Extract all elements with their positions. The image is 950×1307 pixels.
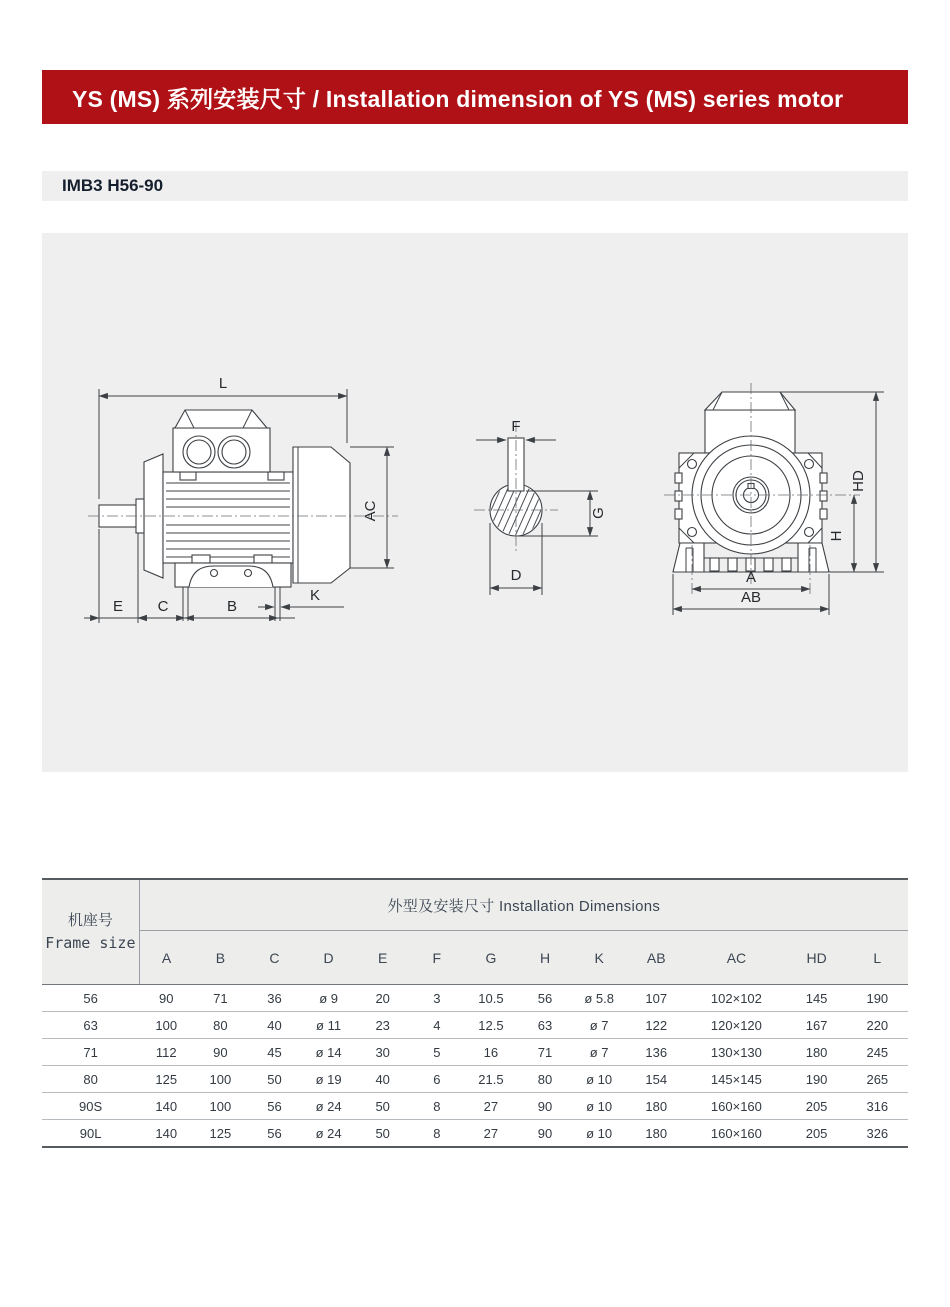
table-cell: ø 9 xyxy=(302,985,356,1012)
table-cell: 136 xyxy=(626,1039,686,1066)
dim-label-G: G xyxy=(590,507,607,519)
frame-size-cell: 56 xyxy=(42,985,139,1012)
table-cell: 50 xyxy=(356,1093,410,1120)
front-foot-right xyxy=(798,543,829,572)
col-header-AB: AB xyxy=(626,931,686,985)
column-header-row xyxy=(42,931,908,985)
frame-size-cell: 90L xyxy=(79,1125,102,1141)
table-cell: 56 xyxy=(267,1125,282,1141)
table-row xyxy=(42,1066,908,1093)
col-header-L: L xyxy=(847,931,908,985)
table-cell: 6 xyxy=(410,1066,464,1093)
table-cell: 71 xyxy=(518,1039,572,1066)
col-header-C: C xyxy=(247,931,301,985)
dimensions-table xyxy=(42,878,908,1148)
table-cell: 180 xyxy=(626,1093,686,1120)
table-cell: 3 xyxy=(410,985,464,1012)
table-row xyxy=(42,1039,908,1066)
table-row xyxy=(42,1120,908,1148)
table-cell: 100 xyxy=(193,1066,247,1093)
dim-label-C: C xyxy=(157,598,169,615)
front-foot-left xyxy=(673,543,704,572)
table-cell: 160×160 xyxy=(686,1093,786,1120)
dim-label-F: F xyxy=(511,418,521,435)
table-cell: ø 19 xyxy=(302,1066,356,1093)
dim-label-AC: AC xyxy=(362,500,379,522)
table-cell: 90 xyxy=(193,1039,247,1066)
table-cell: 220 xyxy=(847,1012,908,1039)
table-cell: 56 xyxy=(247,1093,301,1120)
motor-dimension-diagram xyxy=(42,233,908,772)
table-cell: 23 xyxy=(356,1012,410,1039)
col-header-HD: HD xyxy=(787,931,847,985)
table-row xyxy=(42,1093,908,1120)
table-cell: 27 xyxy=(464,1093,518,1120)
table-cell: 45 xyxy=(247,1039,301,1066)
dim-label-L: L xyxy=(218,375,228,392)
table-row xyxy=(42,1012,908,1039)
table-cell: 107 xyxy=(626,985,686,1012)
table-cell: 4 xyxy=(410,1012,464,1039)
col-header-F: F xyxy=(410,931,464,985)
table-cell: 265 xyxy=(847,1066,908,1093)
table-cell: 12.5 xyxy=(464,1012,518,1039)
table-cell: 154 xyxy=(626,1066,686,1093)
table-cell: 8 xyxy=(433,1125,441,1141)
table-cell: 20 xyxy=(356,985,410,1012)
table-cell: 80 xyxy=(518,1066,572,1093)
group-header: 外型及安装尺寸 Installation Dimensions xyxy=(139,879,908,931)
fan-cover xyxy=(293,447,350,583)
table-cell: 50 xyxy=(375,1125,390,1141)
table-cell: ø 7 xyxy=(572,1012,626,1039)
shaft-section-view xyxy=(474,418,607,595)
table-cell: 100 xyxy=(193,1093,247,1120)
table-cell: 130×130 xyxy=(686,1039,786,1066)
dim-label-H: H xyxy=(828,530,845,542)
table-cell: 40 xyxy=(247,1012,301,1039)
dim-label-HD: HD xyxy=(850,470,867,492)
dim-label-B: B xyxy=(226,598,238,615)
table-cell: ø 14 xyxy=(302,1039,356,1066)
side-view xyxy=(84,375,398,623)
table-cell: 21.5 xyxy=(464,1066,518,1093)
table-cell: 112 xyxy=(139,1039,193,1066)
table-body xyxy=(42,985,908,1148)
frame-size-cell: 71 xyxy=(42,1039,139,1066)
table-cell: 145 xyxy=(787,985,847,1012)
frame-size-header-en: Frame size xyxy=(45,934,136,952)
table-cell: ø 5.8 xyxy=(572,985,626,1012)
cable-gland xyxy=(183,436,215,468)
table-cell: 205 xyxy=(787,1093,847,1120)
table-row xyxy=(42,985,908,1012)
frame-size-cell: 80 xyxy=(42,1066,139,1093)
table-cell: 120×120 xyxy=(686,1012,786,1039)
table-cell: 90 xyxy=(537,1125,553,1141)
col-header-AC: AC xyxy=(686,931,786,985)
col-header-D: D xyxy=(302,931,356,985)
page-title-banner xyxy=(42,70,908,124)
table-cell: ø 10 xyxy=(586,1125,613,1141)
table-cell: 326 xyxy=(866,1125,889,1141)
frame-size-header xyxy=(42,879,139,985)
table-cell: 30 xyxy=(356,1039,410,1066)
table-cell: 63 xyxy=(518,1012,572,1039)
table-cell: 100 xyxy=(139,1012,193,1039)
table-cell: 125 xyxy=(139,1066,193,1093)
table-cell: 16 xyxy=(464,1039,518,1066)
table-cell: 102×102 xyxy=(686,985,786,1012)
table-cell: 36 xyxy=(247,985,301,1012)
col-header-K: K xyxy=(572,931,626,985)
table-cell: 140 xyxy=(155,1125,178,1141)
front-view xyxy=(664,383,884,615)
table-cell: ø 10 xyxy=(572,1066,626,1093)
col-header-E: E xyxy=(356,931,410,985)
table-cell: 180 xyxy=(645,1125,668,1141)
table-cell: 90 xyxy=(518,1093,572,1120)
table-cell: 90 xyxy=(139,985,193,1012)
frame-size-cell: 63 xyxy=(42,1012,139,1039)
table-cell: ø 24 xyxy=(302,1093,356,1120)
table-cell: 40 xyxy=(356,1066,410,1093)
table-cell: ø 10 xyxy=(572,1093,626,1120)
table-cell: 50 xyxy=(247,1066,301,1093)
cable-gland xyxy=(218,436,250,468)
table-cell: 180 xyxy=(787,1039,847,1066)
table-cell: 316 xyxy=(847,1093,908,1120)
dim-label-A: A xyxy=(745,569,757,586)
dim-label-E: E xyxy=(112,598,124,615)
frame-size-cell: 90S xyxy=(42,1093,139,1120)
table-cell: 122 xyxy=(626,1012,686,1039)
table-cell: 245 xyxy=(847,1039,908,1066)
table-cell: 190 xyxy=(787,1066,847,1093)
table-cell: 205 xyxy=(805,1125,828,1141)
table-cell: 27 xyxy=(483,1125,499,1141)
col-header-G: G xyxy=(464,931,518,985)
table-cell: ø 7 xyxy=(572,1039,626,1066)
table-cell: 80 xyxy=(193,1012,247,1039)
page-title: YS (MS) 系列安装尺寸 / Installation dimension of YS (MS) series motor xyxy=(72,85,844,112)
table-cell: 190 xyxy=(847,985,908,1012)
col-header-B: B xyxy=(193,931,247,985)
table-cell: 145×145 xyxy=(686,1066,786,1093)
dim-label-K: K xyxy=(309,587,321,604)
table-cell: 10.5 xyxy=(464,985,518,1012)
table-cell: 167 xyxy=(787,1012,847,1039)
dim-label-D: D xyxy=(510,567,522,584)
frame-size-header-zh: 机座号 xyxy=(67,911,113,929)
table-cell: ø 11 xyxy=(302,1012,356,1039)
table-cell: 71 xyxy=(193,985,247,1012)
section-label-band xyxy=(42,171,908,201)
table-cell: 56 xyxy=(518,985,572,1012)
dim-label-AB: AB xyxy=(740,589,762,606)
table-cell: ø 24 xyxy=(315,1125,342,1141)
table-cell: 125 xyxy=(209,1125,232,1141)
section-label: IMB3 H56-90 xyxy=(62,176,164,195)
table-cell: 160×160 xyxy=(710,1125,762,1141)
table-cell: 140 xyxy=(139,1093,193,1120)
table-cell: 5 xyxy=(410,1039,464,1066)
technical-drawing xyxy=(42,233,908,772)
col-header-H: H xyxy=(518,931,572,985)
table-cell: 8 xyxy=(410,1093,464,1120)
col-header-A: A xyxy=(139,931,193,985)
